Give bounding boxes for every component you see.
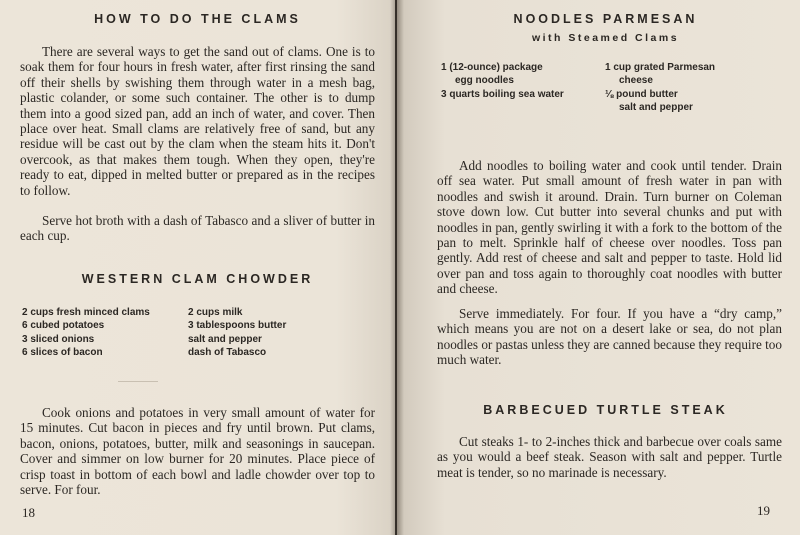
turtle-paragraph: Cut steaks 1- to 2-inches thick and barbecue over coals same as you would a beef steak. Season with salt and pepper. Turtle meat is tender, so no marinade is necessary. <box>437 434 782 480</box>
turtle-heading: BARBECUED TURTLE STEAK <box>483 403 728 417</box>
ingredient-item: 1 cup grated Parmesan <box>605 62 716 73</box>
noodles-ingredients-col2 <box>605 61 775 115</box>
right-page <box>397 0 800 535</box>
ingredient-item: 6 slices of bacon <box>22 347 103 359</box>
clams-paragraph-1: There are several ways to get the sand out of clams. One is to soak them for four hours in fresh water, after first rinsing the sand off their shells by swishing them through water in a mesh bag, plastic colander, or some such container. The other is to dump them into a good sized pan, add an inch of water, and cover. Then place over heat. Small clams are relatively free of sand, but any residue will be cast out by the clam when the steam hits it. Don't overcook, as that makes them tough. When they open, they're ready to eat, dipped in melted butter or prepared as in the recipes to follow. <box>20 44 375 198</box>
ingredient-item: 3 quarts boiling sea water <box>441 88 564 100</box>
noodles-subheading: with Steamed Clams <box>531 32 680 44</box>
left-page <box>0 0 395 535</box>
chowder-heading: WESTERN CLAM CHOWDER <box>81 272 314 286</box>
clams-heading: HOW TO DO THE CLAMS <box>94 12 301 26</box>
chowder-paragraph: Cook onions and potatoes in very small amount of water for 15 minutes. Cut bacon in pieces and fry until brown. Put clams, bacon, onions, potatoes, butter, milk and seasonings in saucepan. Cover and simmer on low burner for 20 minutes. Place piece of crisp toast in bottom of each bowl and ladle chowder over top to serve. For four. <box>20 405 375 498</box>
ingredient-item: 6 cubed potatoes <box>22 320 105 332</box>
page-number-left: 18 <box>22 505 35 520</box>
chowder-ingredients-col1 <box>22 306 192 360</box>
noodles-ingredients-col1 <box>441 61 611 101</box>
clams-paragraph-2: Serve hot broth with a dash of Tabasco and a sliver of butter in each cup. <box>20 213 375 244</box>
book-gutter <box>390 0 404 535</box>
ingredient-item: 3 tablespoons butter <box>188 320 287 332</box>
noodles-paragraph-2: Serve immediately. For four. If you have a “dry camp,” which means you are not on a desert lake or sea, do not plan noodles or pastas unless they are canned because they require too much water. <box>437 306 782 368</box>
ingredient-item: salt and pepper <box>619 102 693 114</box>
ingredient-item: 2 cups fresh minced clams <box>22 307 150 318</box>
ingredient-item: cheese <box>619 75 653 87</box>
section-divider <box>118 381 158 382</box>
chowder-ingredients-col2 <box>188 306 348 360</box>
page-number-right: 19 <box>757 503 770 518</box>
ingredient-item: salt and pepper <box>188 333 262 345</box>
ingredient-item: 3 sliced onions <box>22 333 95 345</box>
ingredient-item: ⅛ pound butter <box>605 88 678 100</box>
noodles-heading: NOODLES PARMESAN <box>513 12 698 26</box>
ingredient-item: 2 cups milk <box>188 307 243 318</box>
ingredient-item: egg noodles <box>455 75 514 87</box>
noodles-paragraph-1: Add noodles to boiling water and cook until tender. Drain off sea water. Put small amount of fresh water in pan with noodles and swish it around. Drain. Turn burner on Coleman stove down low. Cut butter into several chunks and put with noodles in pan, gently swirling it with a fork to the bottom of the pan to melt. Sprinkle half of cheese over noodles. Toss pan gently. Add rest of cheese and salt and pepper to taste. Hold lid over pan and toss again to thoroughly coat noodles with butter and cheese. <box>437 158 782 297</box>
ingredient-item: 1 (12-ounce) package <box>441 62 543 73</box>
ingredient-item: dash of Tabasco <box>188 347 267 359</box>
